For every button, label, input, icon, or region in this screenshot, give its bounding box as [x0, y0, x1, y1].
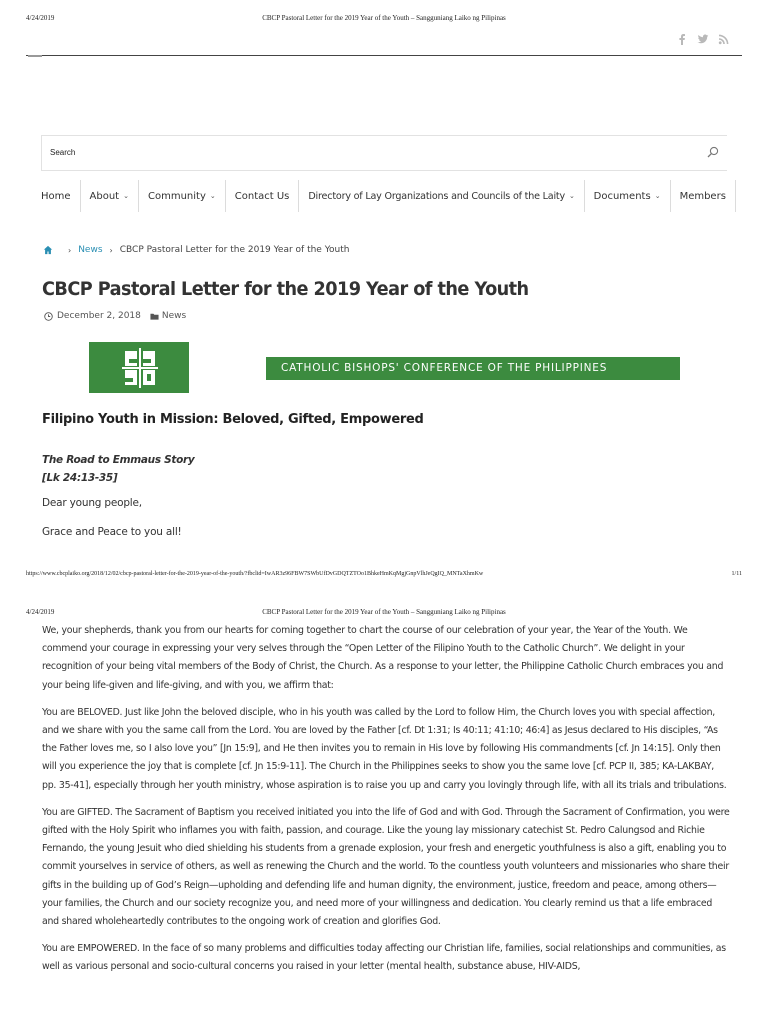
grace-line: Grace and Peace to you all! — [42, 526, 182, 538]
print-title: CBCP Pastoral Letter for the 2019 Year of the Youth – Sangguniang Laiko ng Pilipinas — [262, 608, 506, 616]
paragraph: You are BELOVED. Just like John the beloved disciple, who in his youth was called by the Lord to follow Him, the Church loves you with special affection, and we share with you the same call from the Lord. You are loved by the Father [cf. Dt 1:31; Is 40:11; 41:10; 46:4] as Jesus declared to His disciples, “As the Father loves me, so I also love you” [Jn 15:9], and He then invites you to remain in His love by following His commandments [cf. Jn 14:15]. Only then will you experience the joy that is complete [cf. Jn 15:9-11]. The Church in the Philippines seeks to show you the same love [cf. PCP II, 385; KA-LAKBAY, pp. 35-41], especially through her youth ministry, whose aspiration is to raise you up and carry you lovingly through life, with all its trials and tribulations. — [42, 706, 727, 791]
search-icon[interactable] — [707, 146, 719, 158]
cbcp-logo-mark — [122, 347, 158, 389]
nav-item-community[interactable]: Community ⌄ — [139, 180, 226, 212]
letter-subtitle: Filipino Youth in Mission: Beloved, Gifted, Empowered — [42, 412, 424, 427]
cbcp-logo — [89, 342, 189, 393]
page-title: CBCP Pastoral Letter for the 2019 Year of the Youth — [42, 278, 529, 300]
nav-item-members[interactable]: Members — [671, 180, 736, 212]
print-header — [0, 14, 768, 28]
print-date: 4/24/2019 — [26, 14, 55, 22]
chevron-down-icon: ⌄ — [123, 192, 129, 200]
post-category[interactable]: News — [161, 311, 187, 321]
folder-icon — [150, 312, 159, 321]
breadcrumb-news-link[interactable]: News — [78, 245, 103, 255]
breadcrumb-current: CBCP Pastoral Letter for the 2019 Year of the Youth — [119, 245, 350, 255]
paragraph: You are EMPOWERED. In the face of so many problems and difficulties today affecting our Christian life, families, social relationships and communities, as well as various personal and socio-cultural concerns you raised in your letter (mental health, substance abuse, HIV-AIDS, — [42, 943, 726, 973]
nav-item-contact-us[interactable]: Contact Us — [226, 180, 300, 212]
search-input[interactable] — [41, 135, 727, 171]
home-icon[interactable] — [43, 245, 53, 255]
greeting: Dear young people, — [42, 497, 142, 509]
social-bar — [26, 27, 742, 56]
road-title: The Road to Emmaus Story — [42, 454, 195, 466]
search-label: Search — [50, 148, 76, 157]
chevron-down-icon: ⌄ — [654, 192, 661, 200]
nav-item-about[interactable]: About ⌄ — [81, 180, 139, 212]
chevron-down-icon: ⌄ — [568, 192, 575, 200]
print-footer — [0, 571, 768, 581]
nav-item-documents[interactable]: Documents ⌄ — [585, 180, 671, 212]
print-title: CBCP Pastoral Letter for the 2019 Year of the Youth – Sangguniang Laiko ng Pilipinas — [262, 14, 506, 22]
chevron-down-icon: ⌄ — [209, 192, 216, 200]
letter-body — [42, 622, 730, 986]
twitter-icon[interactable] — [697, 33, 709, 45]
breadcrumb-separator: › — [68, 245, 72, 255]
road-to-emmaus — [42, 451, 194, 487]
banner-text: CATHOLIC BISHOPS' CONFERENCE OF THE PHILIPPINES — [266, 357, 680, 380]
print-url: https://www.cbcplaiko.org/2018/12/02/cbcp-pastoral-letter-for-the-2019-year-of-the-youth/?fbclid=IwAR3z96FBW7SWbUfDvGDQTZTOo1BhkeHmKqMgjGnpVlhJeQgIQ_MNTaXhmKw — [26, 571, 484, 577]
print-date: 4/24/2019 — [26, 608, 55, 616]
road-reference: [Lk 24:13-35] — [42, 472, 118, 484]
nav-item-home[interactable]: Home — [32, 180, 81, 212]
breadcrumb — [43, 245, 349, 255]
paragraph: We, your shepherds, thank you from our hearts for coming together to chart the course of our celebration of your year, the Year of the Youth. We commend your courage in expressing your very selves through the “Open Letter of the Filipino Youth to the Catholic Church”. We delight in your recognition of your being vital members of the Body of Christ, the Church. As a response to your letter, the Philippine Catholic Church embraces you and your being life-given and life-giving, and with you, we affirm that: — [42, 625, 724, 691]
paragraph: You are GIFTED. The Sacrament of Baptism you received initiated you into the life of God and with God. Through the Sacrament of Confirmation, you were gifted with the Holy Spirit who inflames you with faith, passion, and courage. Like the young lay missionary catechist St. Pedro Calungsod and Richie Fernando, the young Jesuit who died shielding his students from a grenade explosion, your fresh and energetic youthfulness is also a gift, enabling you to commit yourselves in service of others, as well as renewing the Church and the world. To the countless youth volunteers and missionaries who share their gifts in the building up of God’s Reign—upholding and defending life and human dignity, the environment, justice, freedom and peace, among others—your families, the Church and our society recognize you, and need more of your willingness and dedication. You clearly remind us that a life embraced and shared wholeheartedly contributes to the ongoing work of creation and glorifies God. — [42, 806, 730, 928]
cbcp-banner — [89, 342, 680, 393]
print-page-number: 1/11 — [731, 571, 742, 577]
post-date: December 2, 2018 — [57, 311, 141, 321]
print-header-page-2 — [0, 608, 768, 622]
nav-item-directory[interactable]: Directory of Lay Organizations and Councils of the Laity ⌄ — [299, 180, 584, 212]
facebook-icon[interactable] — [676, 33, 688, 45]
rss-icon[interactable] — [718, 33, 730, 45]
divider — [28, 55, 42, 57]
clock-icon — [44, 312, 53, 321]
post-meta — [44, 311, 186, 321]
breadcrumb-separator: › — [109, 245, 113, 255]
social-icons — [676, 33, 730, 45]
main-nav — [32, 180, 736, 212]
